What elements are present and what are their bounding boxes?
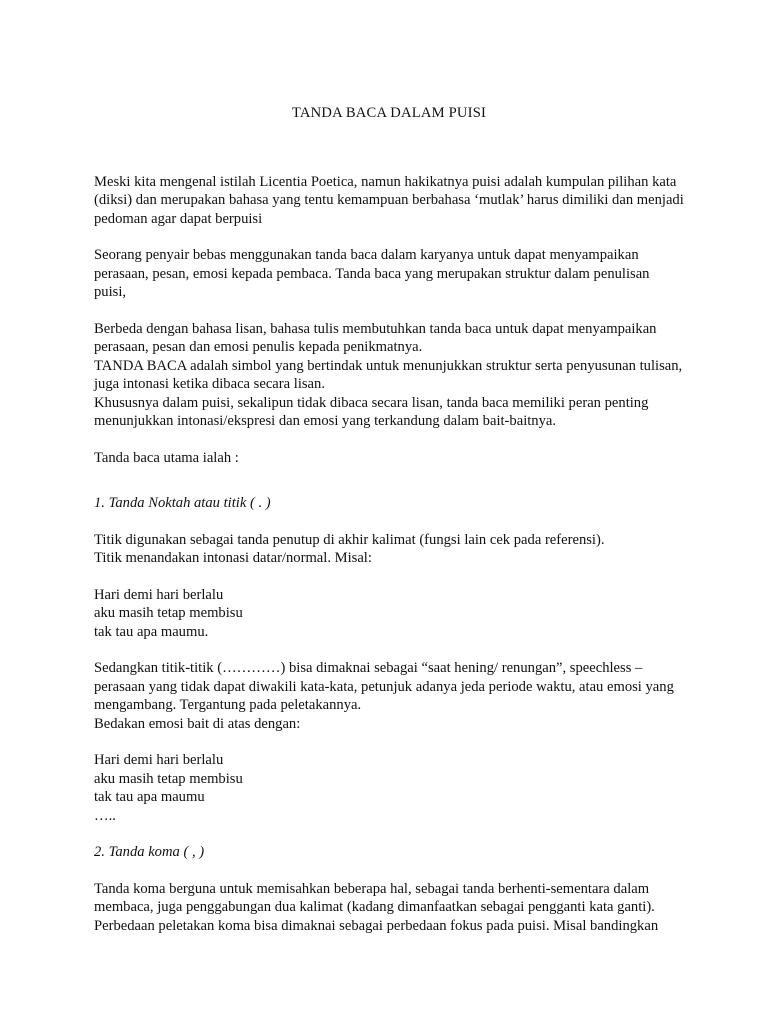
poem-line: tak tau apa maumu	[94, 789, 205, 805]
paragraph-main-marks: Tanda baca utama ialah :	[94, 449, 239, 466]
poem-line: …..	[94, 807, 116, 824]
document-page	[94, 104, 684, 935]
paragraph-definition: TANDA BACA adalah simbol yang bertindak untuk menunjukkan struktur serta penyusunan tulisan, juga intonasi ketika dibaca secara lisan.	[94, 357, 683, 392]
paragraph-intro: Meski kita mengenal istilah Licentia Poetica, namun hakikatnya puisi adalah kumpulan pilihan kata (diksi) dan merupakan bahasa yang tentu kemampuan berbahasa ‘mutlak’ harus dimiliki dan menjadi pedoman agar dapat berpuisi	[94, 173, 684, 227]
paragraph-poetry-role: Khususnya dalam puisi, sekalipun tidak dibaca secara lisan, tanda baca memiliki peran penting menunjukkan intonasi/ekspresi dan emosi yang terkandung dalam bait-baitnya.	[94, 394, 649, 429]
poem-line: Hari demi hari berlalu	[94, 586, 224, 603]
paragraph-ellipsis-desc: Sedangkan titik-titik (…………) bisa dimaknai sebagai “saat hening/ renungan”, speechless – perasaan yang tidak dapat diwakili kata-kata, petunjuk adanya jeda periode waktu, atau emosi yang mengambang. Tergantung pada peletakannya.	[94, 660, 674, 713]
poem-example-2	[94, 751, 684, 825]
paragraph-titik-desc: Titik digunakan sebagai tanda penutup di akhir kalimat (fungsi lain cek pada referensi).	[94, 531, 605, 548]
paragraph-written-language: Berbeda dengan bahasa lisan, bahasa tulis membutuhkan tanda baca untuk dapat menyampaikan perasaan, pesan dan emosi penulis kepada penikmatnya.	[94, 320, 657, 355]
section-heading-titik: 1. Tanda Noktah atau titik ( . )	[94, 495, 271, 511]
document-title: TANDA BACA DALAM PUISI	[291, 105, 487, 121]
paragraph-titik-intonation: Titik menandakan intonasi datar/normal. Misal:	[94, 550, 372, 566]
poem-line: aku masih tetap membisu	[94, 770, 243, 787]
paragraph-poet-freedom: Seorang penyair bebas menggunakan tanda baca dalam karyanya untuk dapat menyampaikan perasaan, pesan, emosi kepada pembaca. Tanda baca yang merupakan struktur dalam penulisan puisi,	[94, 247, 650, 300]
paragraph-compare: Bedakan emosi bait di atas dengan:	[94, 715, 301, 732]
poem-line: Hari demi hari berlalu	[94, 752, 224, 768]
poem-line: aku masih tetap membisu	[94, 605, 243, 621]
poem-line: tak tau apa maumu.	[94, 623, 209, 640]
poem-example-1	[94, 586, 684, 642]
section-heading-koma: 2. Tanda koma ( , )	[94, 844, 205, 860]
paragraph-koma-desc: Tanda koma berguna untuk memisahkan beberapa hal, sebagai tanda berhenti-sementara dalam membaca, juga penggabungan dua kalimat (kadang dimanfaatkan sebagai pengganti kata ganti). Perbedaan peletakan koma bisa dimaknai sebagai perbedaan fokus pada puisi. Misal bandingkan	[94, 880, 659, 934]
